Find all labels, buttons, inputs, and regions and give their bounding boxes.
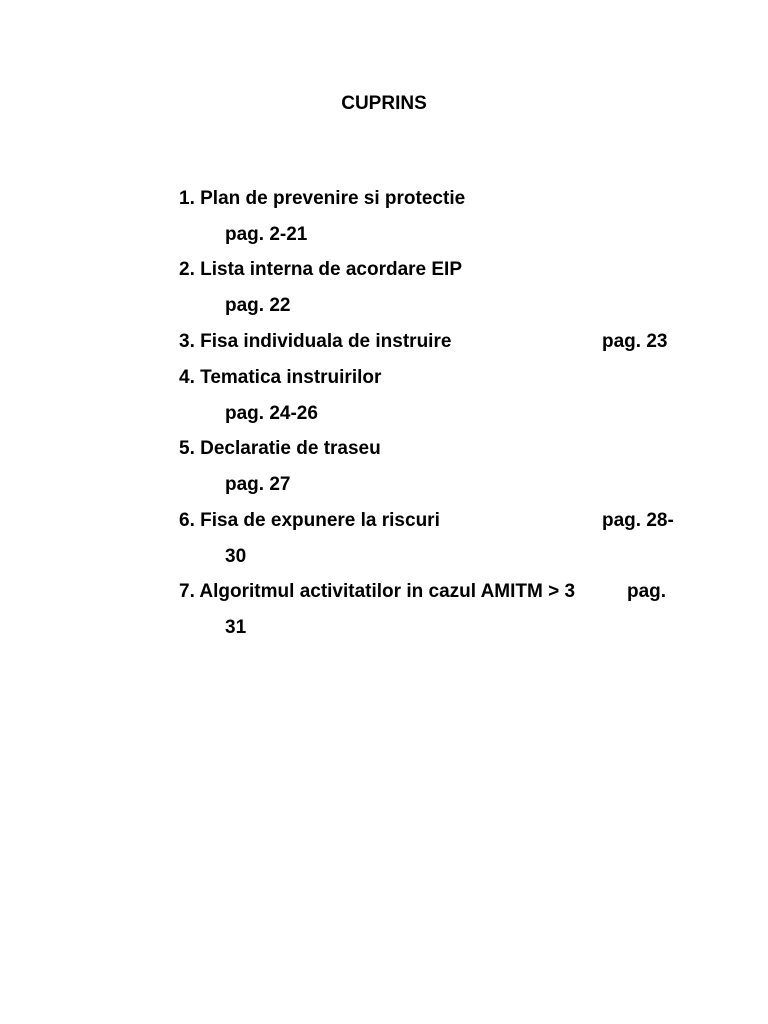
toc-entry-6-title: 6. Fisa de expunere la riscuri <box>179 510 440 531</box>
toc-entry-7-pages-end: 31 <box>225 617 247 638</box>
toc-entry-5-pages: pag. 27 <box>225 474 291 495</box>
toc-entry-6-pages-end: 30 <box>225 546 247 567</box>
toc-entry-3-title: 3. Fisa individuala de instruire <box>179 331 452 352</box>
toc-entry-1-title: 1. Plan de prevenire si protectie <box>179 188 466 209</box>
toc-entry-2-title: 2. Lista interna de acordare EIP <box>179 259 462 280</box>
toc-entry-1-pages: pag. 2-21 <box>225 224 308 245</box>
toc-entry-2-pages: pag. 22 <box>225 295 291 316</box>
toc-entry-4-title: 4. Tematica instruirilor <box>179 367 382 388</box>
toc-entry-7-pages-start: pag. <box>627 581 667 602</box>
toc-entry-4-pages: pag. 24-26 <box>225 403 318 424</box>
toc-entry-3-pages: pag. 23 <box>602 331 668 352</box>
toc-entry-5-title: 5. Declaratie de traseu <box>179 438 381 459</box>
toc-entry-6-pages-start: pag. 28- <box>602 510 674 531</box>
toc-entry-7-title: 7. Algoritmul activitatilor in cazul AMITM > 3 <box>179 581 576 602</box>
document-title: CUPRINS <box>341 93 427 114</box>
